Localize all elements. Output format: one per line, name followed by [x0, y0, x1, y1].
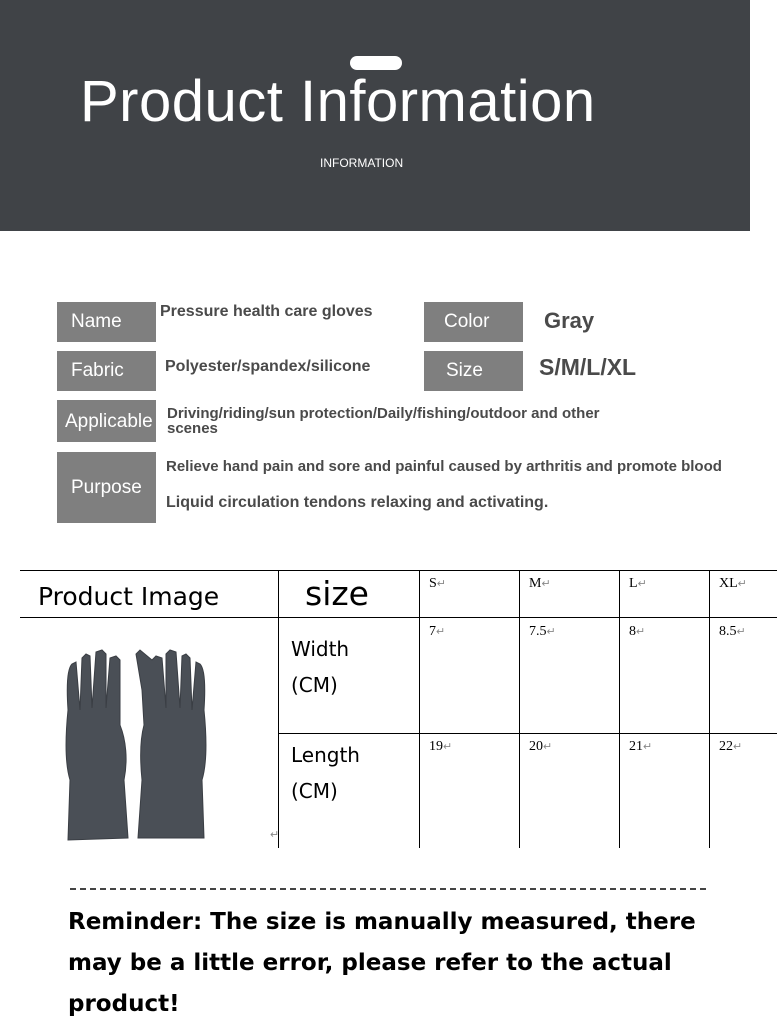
size-col-s: S↵ — [429, 576, 447, 591]
width-m: 7.5↵ — [529, 624, 556, 639]
size-header: size — [305, 574, 369, 613]
glove-product-image — [56, 630, 256, 845]
dashed-divider — [70, 888, 706, 890]
size-col-l: L↵ — [629, 576, 647, 591]
size-col-xl: XL↵ — [719, 576, 747, 591]
length-row-label: Length (CM) — [291, 743, 360, 803]
name-value: Pressure health care gloves — [160, 303, 373, 320]
purpose-label: Purpose — [57, 452, 156, 523]
page-title: Product Information — [80, 69, 596, 134]
purpose-value-2: Liquid circulation tendons relaxing and activating. — [166, 494, 549, 511]
fabric-label: Fabric — [57, 351, 156, 391]
page-subtitle: INFORMATION — [320, 156, 404, 170]
width-xl: 8.5↵ — [719, 624, 746, 639]
size-col-m: M↵ — [529, 576, 551, 591]
return-mark: ↵ — [270, 829, 280, 841]
reminder-note: Reminder: The size is manually measured, there may be a little error, please refer to the actual product! — [68, 909, 696, 1017]
size-value: S/M/L/XL — [539, 354, 637, 380]
table-header-border — [20, 617, 777, 618]
table-top-border — [20, 570, 777, 571]
table-col-divider — [619, 570, 620, 848]
table-col-divider — [709, 570, 710, 848]
size-label: Size — [424, 351, 523, 391]
length-s: 19↵ — [429, 739, 453, 754]
fabric-value: Polyester/spandex/silicone — [165, 358, 371, 375]
width-s: 7↵ — [429, 624, 446, 639]
applicable-value: Driving/riding/sun protection/Daily/fishing/outdoor and other scenes — [167, 405, 600, 437]
length-l: 21↵ — [629, 739, 653, 754]
table-col-divider — [419, 570, 420, 848]
color-value: Gray — [544, 308, 595, 333]
table-col-divider — [278, 570, 279, 848]
purpose-value-1: Relieve hand pain and sore and painful caused by arthritis and promote blood — [166, 458, 722, 475]
name-label: Name — [57, 302, 156, 342]
length-xl: 22↵ — [719, 739, 743, 754]
applicable-label: Applicable — [57, 400, 156, 442]
table-row-divider — [279, 733, 777, 734]
width-row-label: Width (CM) — [291, 637, 350, 697]
color-label: Color — [424, 302, 523, 342]
table-col-divider — [519, 570, 520, 848]
header-banner — [0, 0, 750, 231]
length-m: 20↵ — [529, 739, 553, 754]
width-l: 8↵ — [629, 624, 646, 639]
product-image-header: Product Image — [38, 582, 220, 611]
